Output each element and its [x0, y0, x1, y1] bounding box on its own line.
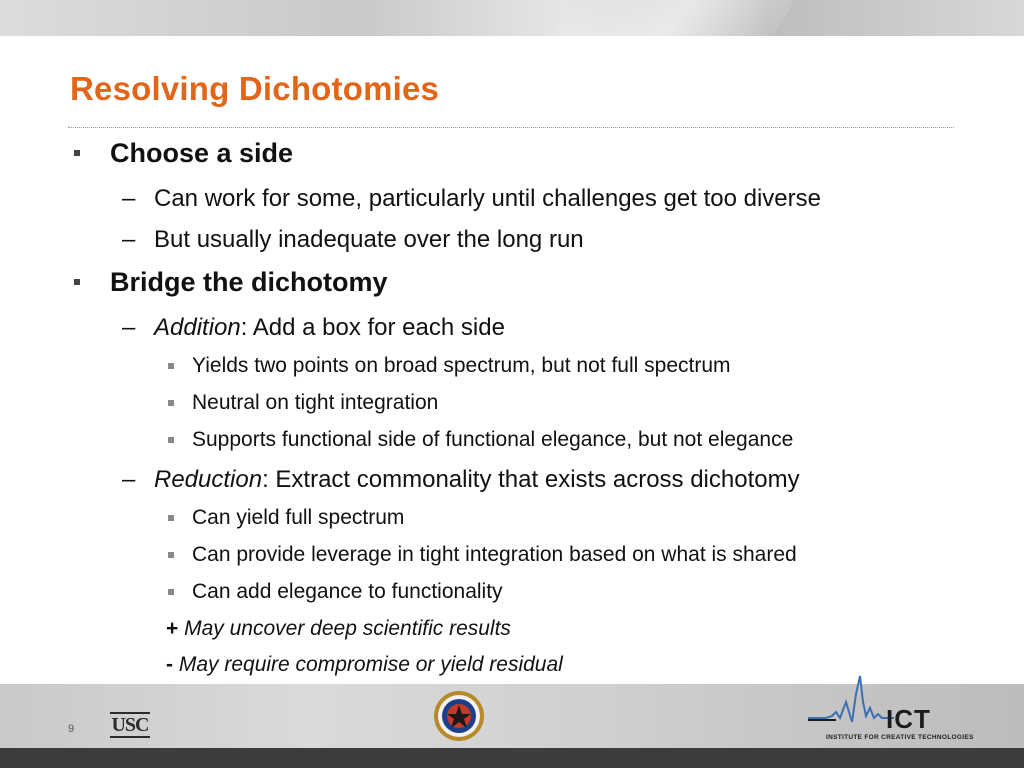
dash-bullet-icon: – — [122, 226, 136, 253]
bullet-label: Addition — [154, 314, 241, 341]
square-bullet-icon — [168, 400, 174, 406]
usc-logo — [108, 712, 152, 736]
square-bullet-icon — [168, 363, 174, 369]
sub-sub-bullet-two-points — [192, 354, 731, 378]
ict-waveform-icon — [806, 672, 896, 732]
footer-strip — [0, 748, 1024, 768]
bullet-label: Reduction — [154, 466, 263, 493]
note-text: May uncover deep scientific results — [184, 617, 511, 640]
bullet-text: But usually inadequate over the long run — [154, 226, 584, 253]
dash-bullet-icon: – — [122, 314, 136, 341]
ict-logo — [806, 672, 974, 746]
bullet-text: Can work for some, particularly until challenges get too diverse — [154, 185, 821, 212]
ict-logo-text: ICT — [886, 704, 931, 734]
dash-bullet-icon: – — [122, 185, 136, 212]
sub-sub-bullet-full-spectrum — [192, 506, 404, 530]
sub-bullet-inadequate — [122, 226, 584, 254]
sub-bullet-addition — [122, 314, 505, 342]
bullet-text: Bridge the dichotomy — [110, 267, 388, 297]
square-bullet-icon — [74, 279, 80, 285]
sub-sub-bullet-neutral — [192, 391, 438, 415]
page-number: 9 — [68, 723, 75, 735]
bullet-text: Can provide leverage in tight integration based on what is shared — [192, 543, 797, 566]
bullet-bridge-the-dichotomy — [110, 267, 388, 298]
usc-logo-rule-bottom — [110, 736, 150, 738]
dash-bullet-icon: – — [122, 466, 136, 493]
slide-title: Resolving Dichotomies — [70, 70, 440, 107]
army-seal-icon — [433, 690, 485, 742]
usc-logo-text: USC — [111, 714, 149, 736]
square-bullet-icon — [74, 150, 80, 156]
sub-sub-bullet-supports-functional — [192, 428, 793, 452]
sub-sub-bullet-elegance — [192, 580, 503, 604]
bullet-text: Can yield full spectrum — [192, 506, 405, 529]
plus-icon: + — [166, 617, 179, 640]
bullet-text: Yields two points on broad spectrum, but not full spectrum — [192, 354, 731, 377]
square-bullet-icon — [168, 589, 174, 595]
bullet-text: Neutral on tight integration — [192, 391, 439, 414]
bullet-text: Can add elegance to functionality — [192, 580, 503, 603]
bullet-text: : Extract commonality that exists across dichotomy — [262, 466, 800, 493]
minus-note — [166, 653, 563, 677]
bullet-text: Supports functional side of functional elegance, but not elegance — [192, 428, 794, 451]
bullet-text: : Add a box for each side — [240, 314, 505, 341]
bullet-choose-a-side — [110, 138, 293, 169]
minus-icon: - — [166, 653, 173, 676]
square-bullet-icon — [168, 515, 174, 521]
sub-sub-bullet-leverage — [192, 543, 797, 567]
plus-note — [166, 617, 511, 641]
square-bullet-icon — [168, 552, 174, 558]
sub-bullet-can-work — [122, 185, 821, 213]
note-text: May require compromise or yield residual — [178, 653, 563, 676]
ict-logo-subtitle: INSTITUTE FOR CREATIVE TECHNOLOGIES — [826, 734, 974, 741]
bullet-text: Choose a side — [110, 138, 294, 168]
sub-bullet-reduction — [122, 466, 800, 494]
square-bullet-icon — [168, 437, 174, 443]
